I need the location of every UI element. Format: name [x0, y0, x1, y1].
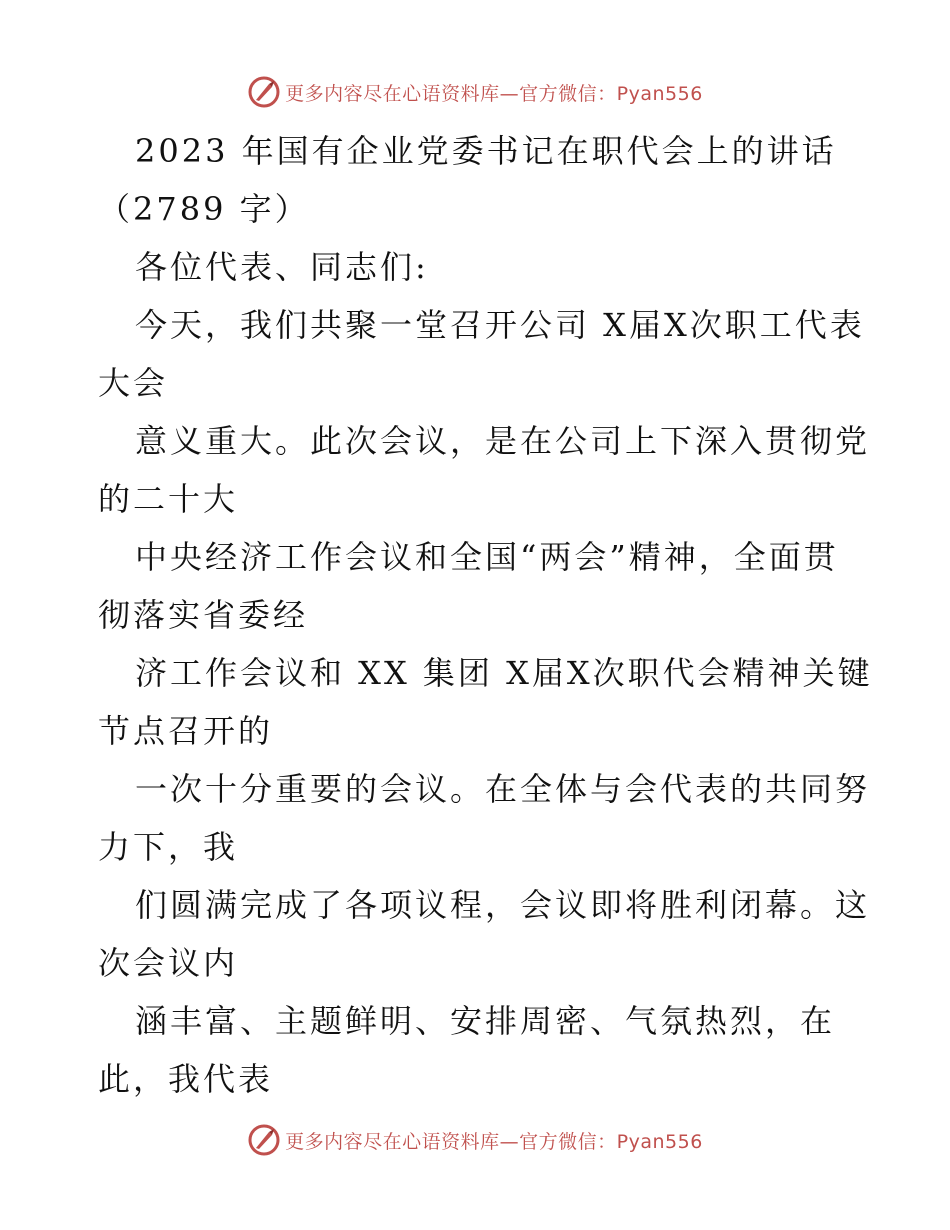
- banner-text: 更多内容尽在心语资料库—官方微信：Pyan556: [285, 82, 703, 105]
- paragraph-line: 今天，我们共聚一堂召开公司 X届X次职工代表: [135, 306, 865, 344]
- paragraph-line: 次会议内: [98, 944, 239, 982]
- quill-logo-icon: [247, 75, 281, 109]
- paragraph-line: 此，我代表: [98, 1060, 274, 1098]
- salutation: 各位代表、同志们:: [135, 248, 429, 286]
- document-body: [98, 122, 873, 1108]
- paragraph-line: 的二十大: [98, 480, 239, 518]
- quill-logo-icon: [247, 1123, 281, 1157]
- paragraph-line: 济工作会议和 XX 集团 X届X次职代会精神关键: [135, 654, 873, 692]
- word-count: （2789 字）: [98, 190, 310, 228]
- paragraph-line: 中央经济工作会议和全国“两会”精神，全面贯: [135, 538, 839, 576]
- document-title: 2023 年国有企业党委书记在职代会上的讲话: [135, 132, 837, 170]
- paragraph-line: 大会: [98, 364, 169, 402]
- paragraph-line: 力下，我: [98, 828, 239, 866]
- paragraph-line: 涵丰富、主题鲜明、安排周密、气氛热烈，在: [135, 1002, 836, 1040]
- footer-banner: [0, 1120, 950, 1160]
- paragraph-line: 意义重大。此次会议，是在公司上下深入贯彻党: [135, 422, 871, 460]
- paragraph-line: 彻落实省委经: [98, 596, 309, 634]
- paragraph-line: 们圆满完成了各项议程，会议即将胜利闭幕。这: [135, 886, 871, 924]
- banner-text: 更多内容尽在心语资料库—官方微信：Pyan556: [285, 1130, 703, 1153]
- paragraph-line: 一次十分重要的会议。在全体与会代表的共同努: [135, 770, 871, 808]
- paragraph-line: 节点召开的: [98, 712, 274, 750]
- header-banner: [0, 72, 950, 112]
